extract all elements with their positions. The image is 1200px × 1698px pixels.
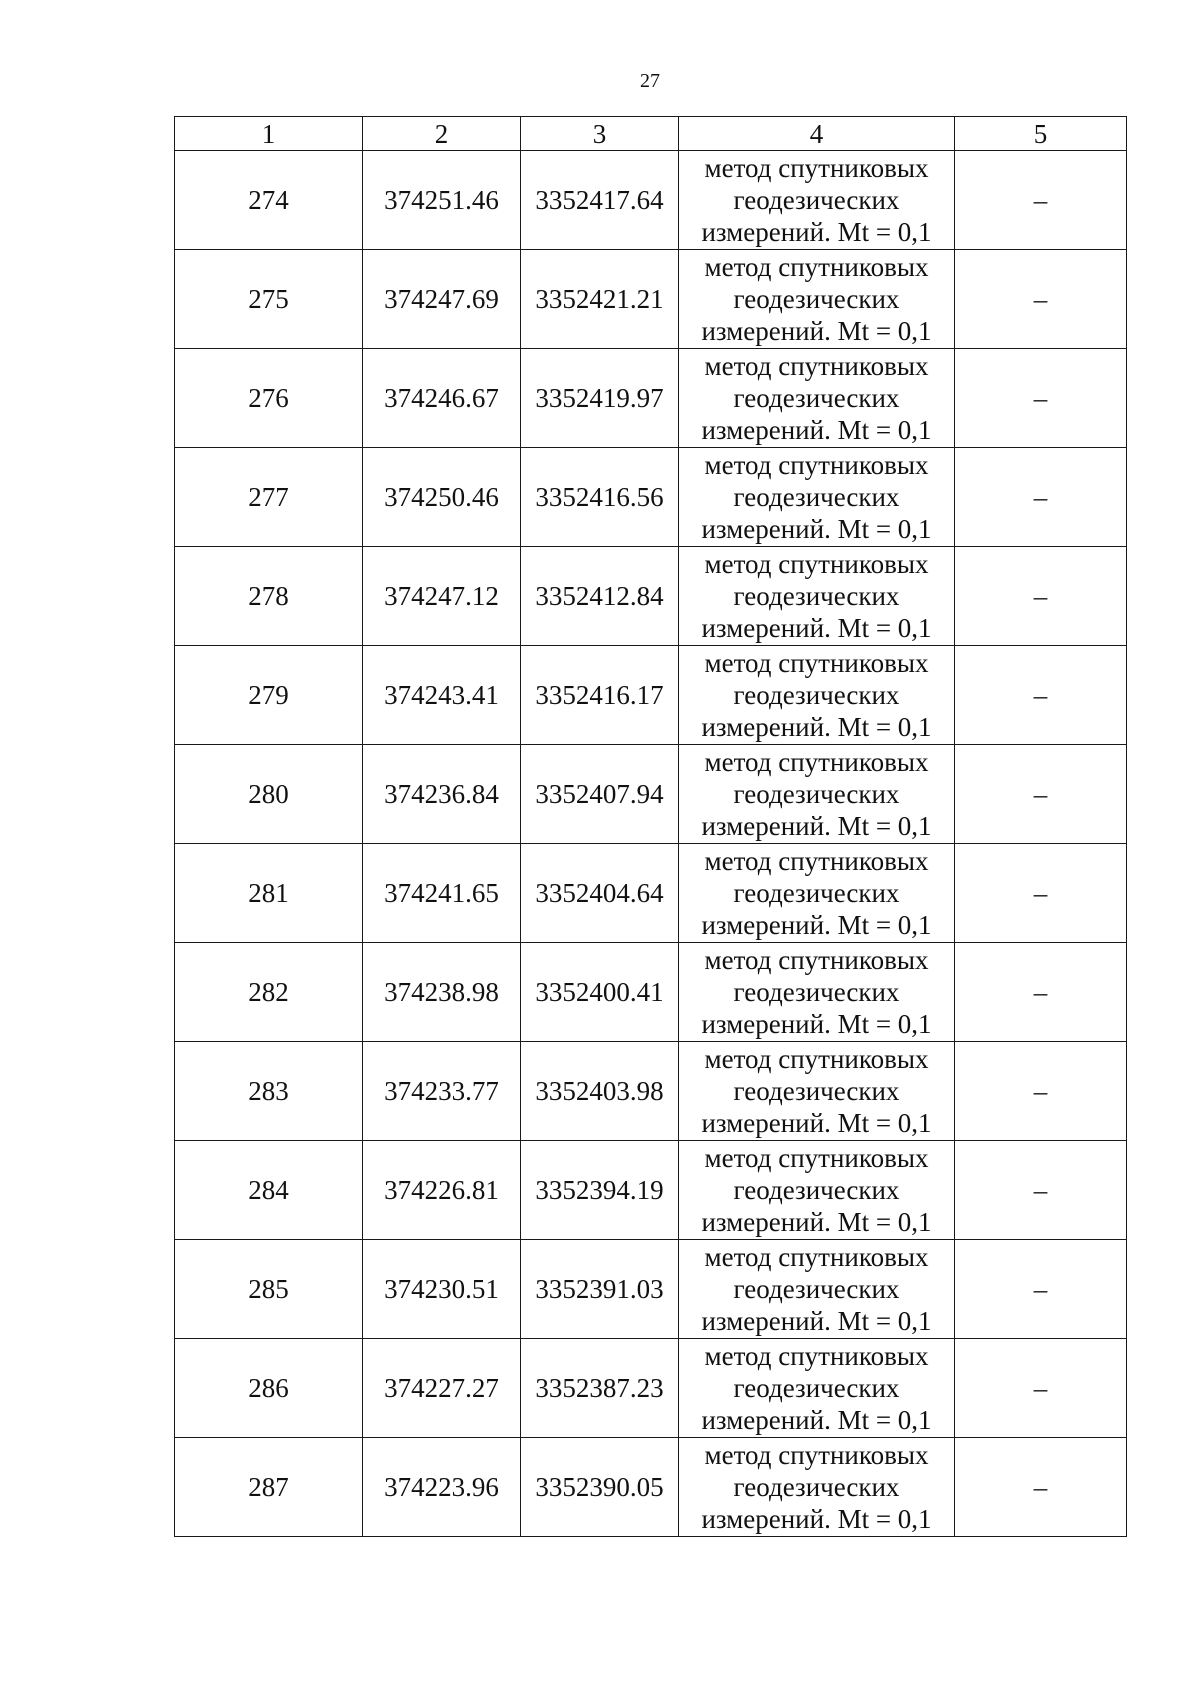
note-cell: –	[955, 1042, 1127, 1141]
method-line: измерений. Mt = 0,1	[701, 415, 932, 445]
method-cell	[679, 250, 955, 349]
method-line: измерений. Mt = 0,1	[701, 1405, 932, 1435]
x-coordinate-cell: 374238.98	[363, 943, 521, 1042]
table-row	[175, 250, 1127, 349]
point-number-cell: 282	[175, 943, 363, 1042]
x-coordinate-cell: 374247.69	[363, 250, 521, 349]
table-row	[175, 745, 1127, 844]
method-line: геодезических	[733, 680, 900, 710]
method-line: измерений. Mt = 0,1	[701, 1108, 932, 1138]
method-cell	[679, 547, 955, 646]
method-cell	[679, 844, 955, 943]
method-line: метод спутниковых	[704, 252, 929, 282]
point-number-cell: 284	[175, 1141, 363, 1240]
point-number-cell: 278	[175, 547, 363, 646]
method-cell	[679, 1438, 955, 1537]
note-cell: –	[955, 448, 1127, 547]
x-coordinate-cell: 374250.46	[363, 448, 521, 547]
method-line: геодезических	[733, 1472, 900, 1502]
point-number-cell: 285	[175, 1240, 363, 1339]
x-coordinate-cell: 374236.84	[363, 745, 521, 844]
method-line: метод спутниковых	[704, 1242, 929, 1272]
x-coordinate-cell: 374227.27	[363, 1339, 521, 1438]
table-row	[175, 1141, 1127, 1240]
method-line: геодезических	[733, 779, 900, 809]
y-coordinate-cell: 3352416.17	[521, 646, 679, 745]
method-line: метод спутниковых	[704, 1143, 929, 1173]
method-line: геодезических	[733, 185, 900, 215]
note-cell: –	[955, 1339, 1127, 1438]
method-line: измерений. Mt = 0,1	[701, 1207, 932, 1237]
note-cell: –	[955, 745, 1127, 844]
table-row	[175, 547, 1127, 646]
table-body	[175, 151, 1127, 1537]
method-line: геодезических	[733, 878, 900, 908]
point-number-cell: 283	[175, 1042, 363, 1141]
note-cell: –	[955, 943, 1127, 1042]
method-line: геодезических	[733, 1076, 900, 1106]
note-cell: –	[955, 844, 1127, 943]
method-line: измерений. Mt = 0,1	[701, 514, 932, 544]
note-cell: –	[955, 250, 1127, 349]
table-row	[175, 1042, 1127, 1141]
coordinates-table	[174, 116, 1127, 1537]
method-line: метод спутниковых	[704, 747, 929, 777]
method-cell	[679, 1240, 955, 1339]
method-line: метод спутниковых	[704, 450, 929, 480]
method-line: измерений. Mt = 0,1	[701, 217, 932, 247]
method-line: метод спутниковых	[704, 1341, 929, 1371]
y-coordinate-cell: 3352419.97	[521, 349, 679, 448]
x-coordinate-cell: 374247.12	[363, 547, 521, 646]
method-line: геодезических	[733, 1373, 900, 1403]
column-header-5: 5	[955, 117, 1127, 151]
header-row	[175, 117, 1127, 151]
x-coordinate-cell: 374246.67	[363, 349, 521, 448]
method-line: измерений. Mt = 0,1	[701, 1009, 932, 1039]
note-cell: –	[955, 646, 1127, 745]
point-number-cell: 276	[175, 349, 363, 448]
y-coordinate-cell: 3352421.21	[521, 250, 679, 349]
x-coordinate-cell: 374226.81	[363, 1141, 521, 1240]
method-line: измерений. Mt = 0,1	[701, 1306, 932, 1336]
y-coordinate-cell: 3352403.98	[521, 1042, 679, 1141]
table-row	[175, 349, 1127, 448]
y-coordinate-cell: 3352390.05	[521, 1438, 679, 1537]
method-line: метод спутниковых	[704, 846, 929, 876]
y-coordinate-cell: 3352407.94	[521, 745, 679, 844]
method-line: измерений. Mt = 0,1	[701, 712, 932, 742]
y-coordinate-cell: 3352412.84	[521, 547, 679, 646]
point-number-cell: 281	[175, 844, 363, 943]
y-coordinate-cell: 3352404.64	[521, 844, 679, 943]
y-coordinate-cell: 3352417.64	[521, 151, 679, 250]
method-line: измерений. Mt = 0,1	[701, 316, 932, 346]
method-line: метод спутниковых	[704, 153, 929, 183]
method-line: метод спутниковых	[704, 1044, 929, 1074]
method-cell	[679, 349, 955, 448]
method-line: геодезических	[733, 581, 900, 611]
x-coordinate-cell: 374223.96	[363, 1438, 521, 1537]
table-row	[175, 943, 1127, 1042]
method-line: измерений. Mt = 0,1	[701, 811, 932, 841]
note-cell: –	[955, 547, 1127, 646]
method-cell	[679, 1042, 955, 1141]
method-line: геодезических	[733, 383, 900, 413]
x-coordinate-cell: 374251.46	[363, 151, 521, 250]
y-coordinate-cell: 3352416.56	[521, 448, 679, 547]
point-number-cell: 275	[175, 250, 363, 349]
method-cell	[679, 943, 955, 1042]
method-line: измерений. Mt = 0,1	[701, 910, 932, 940]
page-number: 27	[640, 70, 660, 92]
column-header-3: 3	[521, 117, 679, 151]
y-coordinate-cell: 3352394.19	[521, 1141, 679, 1240]
method-line: измерений. Mt = 0,1	[701, 613, 932, 643]
method-line: метод спутниковых	[704, 945, 929, 975]
method-line: метод спутниковых	[704, 351, 929, 381]
method-line: метод спутниковых	[704, 549, 929, 579]
x-coordinate-cell: 374243.41	[363, 646, 521, 745]
method-line: геодезических	[733, 284, 900, 314]
method-line: измерений. Mt = 0,1	[701, 1504, 932, 1534]
table-row	[175, 1339, 1127, 1438]
method-cell	[679, 646, 955, 745]
table-header	[175, 117, 1127, 151]
method-line: геодезических	[733, 482, 900, 512]
method-cell	[679, 1141, 955, 1240]
method-line: геодезических	[733, 1274, 900, 1304]
table-row	[175, 844, 1127, 943]
note-cell: –	[955, 151, 1127, 250]
method-cell	[679, 448, 955, 547]
point-number-cell: 286	[175, 1339, 363, 1438]
point-number-cell: 274	[175, 151, 363, 250]
column-header-2: 2	[363, 117, 521, 151]
note-cell: –	[955, 349, 1127, 448]
table-row	[175, 448, 1127, 547]
method-cell	[679, 745, 955, 844]
point-number-cell: 277	[175, 448, 363, 547]
method-cell	[679, 1339, 955, 1438]
point-number-cell: 280	[175, 745, 363, 844]
column-header-4: 4	[679, 117, 955, 151]
table-row	[175, 1438, 1127, 1537]
method-line: геодезических	[733, 977, 900, 1007]
table-row	[175, 1240, 1127, 1339]
method-line: метод спутниковых	[704, 1440, 929, 1470]
method-line: геодезических	[733, 1175, 900, 1205]
y-coordinate-cell: 3352400.41	[521, 943, 679, 1042]
note-cell: –	[955, 1141, 1127, 1240]
x-coordinate-cell: 374230.51	[363, 1240, 521, 1339]
x-coordinate-cell: 374241.65	[363, 844, 521, 943]
method-line: метод спутниковых	[704, 648, 929, 678]
point-number-cell: 279	[175, 646, 363, 745]
y-coordinate-cell: 3352391.03	[521, 1240, 679, 1339]
y-coordinate-cell: 3352387.23	[521, 1339, 679, 1438]
method-cell	[679, 151, 955, 250]
note-cell: –	[955, 1240, 1127, 1339]
point-number-cell: 287	[175, 1438, 363, 1537]
note-cell: –	[955, 1438, 1127, 1537]
table-row	[175, 646, 1127, 745]
x-coordinate-cell: 374233.77	[363, 1042, 521, 1141]
column-header-1: 1	[175, 117, 363, 151]
table-row	[175, 151, 1127, 250]
